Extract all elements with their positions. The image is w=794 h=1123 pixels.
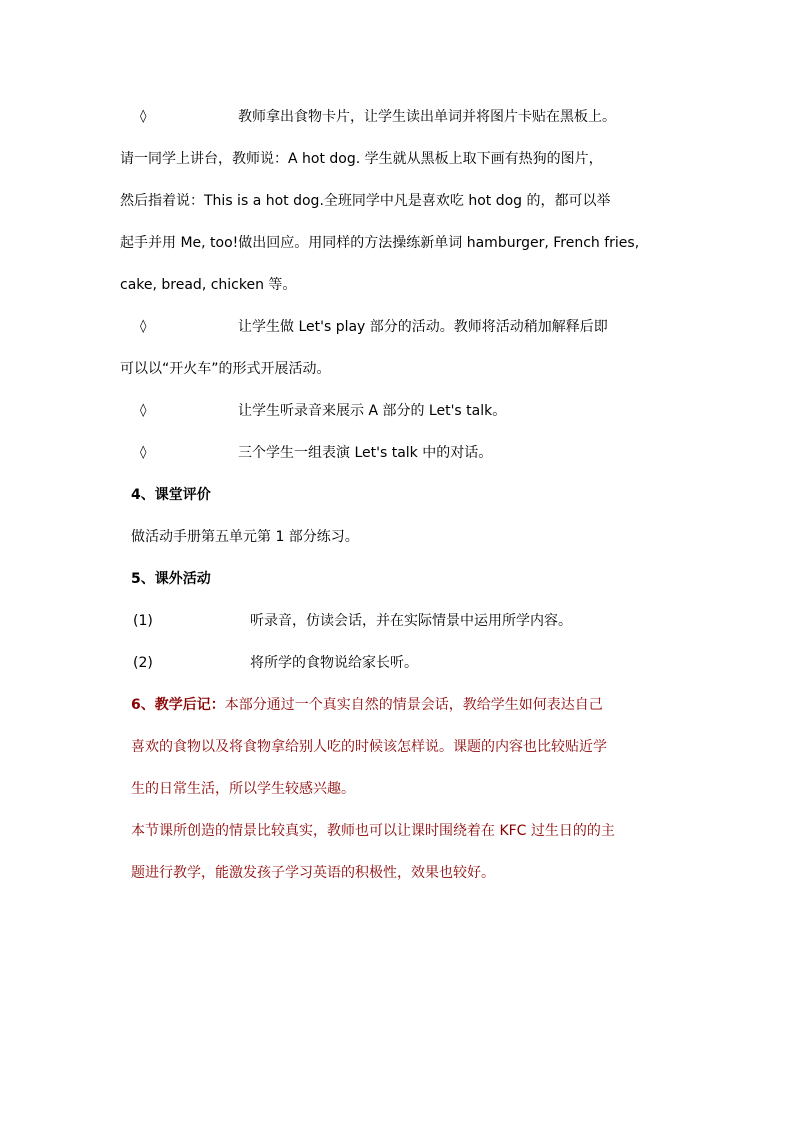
para1-line5: cake, bread, chicken 等。 [120,277,297,293]
section6-line5: 题进行教学，能激发孩子学习英语的积极性，效果也较好。 [131,865,495,881]
para1-line2: 请一同学上讲台，教师说：A hot dog. 学生就从黑板上取下画有热狗的图片， [120,151,603,167]
section4-text: 做活动手册第五单元第 1 部分练习。 [131,529,359,545]
para2-line2: 可以以“开火车”的形式开展活动。 [120,361,331,377]
para2-line1: 让学生做 Let's play 部分的活动。教师将活动稍加解释后即 [238,319,608,335]
section5-heading: 5、课外活动 [131,571,211,587]
section6-line3: 生的日常生活，所以学生较感兴趣。 [131,781,355,797]
section5-item2-num: (2) [133,655,153,671]
bullet-3: ◊ [140,403,147,418]
para1-line1: 教师拿出食物卡片，让学生读出单词并将图片卡贴在黑板上。 [238,109,616,125]
para4-line1: 三个学生一组表演 Let's talk 中的对话。 [238,445,493,461]
bullet-2: ◊ [140,319,147,334]
para1-line3: 然后指着说：This is a hot dog.全班同学中凡是喜欢吃 hot dog 的，都可以举 [120,193,611,209]
bullet-4: ◊ [140,445,147,460]
section5-item1-num: (1) [133,613,153,629]
para1-line4: 起手并用 Me, too!做出回应。用同样的方法操练新单词 hamburger, French fries, [120,235,640,251]
bullet-1: ◊ [140,109,147,124]
section6-line2: 喜欢的食物以及将食物拿给别人吃的时候该怎样说。课题的内容也比较贴近学 [131,739,607,755]
para3-line1: 让学生听录音来展示 A 部分的 Let's talk。 [238,403,507,419]
section6-line4: 本节课所创造的情景比较真实，教师也可以让课时围绕着在 KFC 过生日的的主 [131,823,615,839]
section6-line1: 本部分通过一个真实自然的情景会话，教给学生如何表达自己 [224,697,603,713]
section6-heading: 6、教学后记： [131,697,225,713]
section6-first-line [131,695,603,715]
section4-heading: 4、课堂评价 [131,487,211,503]
section5-item1-text: 听录音，仿读会话，并在实际情景中运用所学内容。 [250,613,572,629]
section5-item2-text: 将所学的食物说给家长听。 [250,655,418,671]
